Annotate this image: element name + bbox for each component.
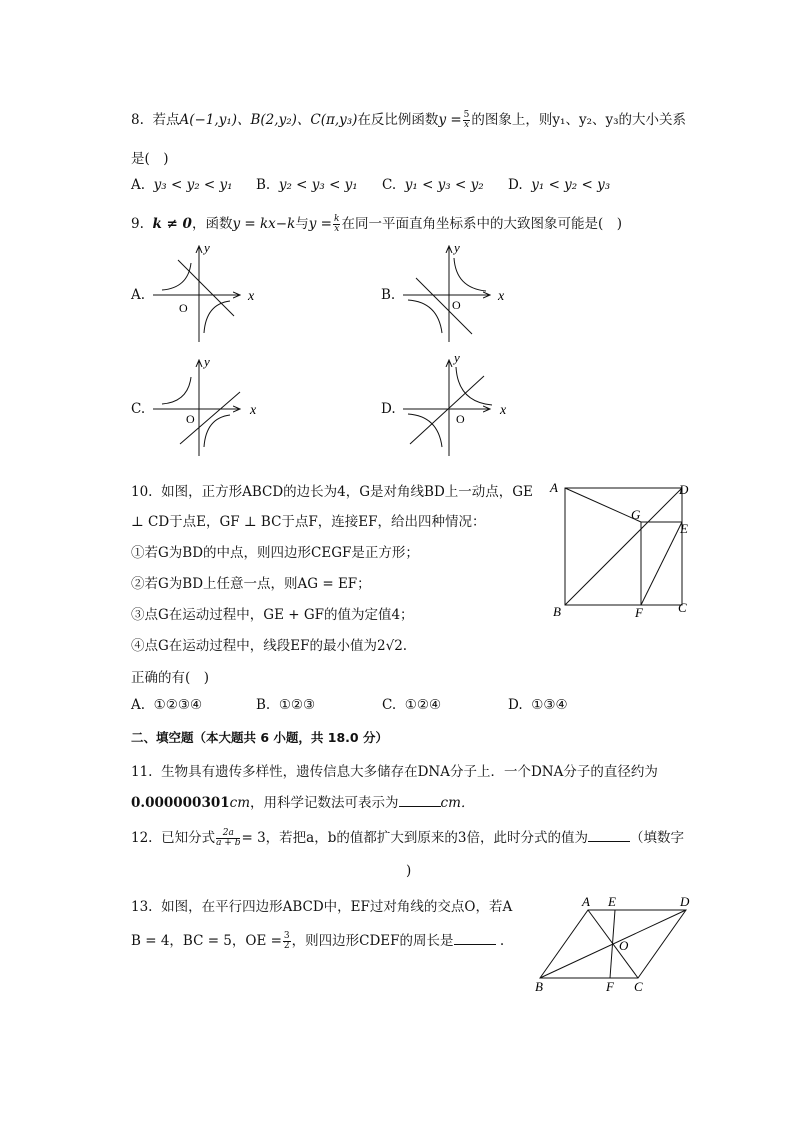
q9-func1: y = kx−k <box>232 216 296 232</box>
label-c: C <box>678 600 687 615</box>
q8-points: A(−1,y₁)、B(2,y₂)、C(π,y₃) <box>179 112 358 128</box>
hyperbola-branch-upper <box>162 263 191 290</box>
q12-line-1: 12. 已知分式 $\frac{2a}{a + b}$ = 3，若把a，b的值都扩大到原来的3倍，此时分式的值为 （填数字 <box>131 828 684 848</box>
label-f: F <box>606 979 614 994</box>
label-e: E <box>608 894 616 909</box>
label-c: C <box>634 979 643 994</box>
label-e: E <box>680 521 688 536</box>
q9-graph-c <box>148 352 263 460</box>
q12-number: 12. <box>131 830 153 846</box>
svg-text:y: y <box>454 240 460 255</box>
q11-number: 11. <box>131 764 153 780</box>
hyperbola-branch-lower <box>204 301 230 333</box>
q9-graph-a <box>148 238 263 346</box>
q8-option-c[interactable]: C. y₁ < y₃ < y₂ <box>382 177 484 193</box>
label-a: A <box>550 480 558 495</box>
label-d: D <box>679 482 689 497</box>
hyperbola-branch-lower <box>408 300 442 333</box>
x-label: x <box>248 289 255 304</box>
q10-statement-3: ③点G在运动过程中，GE + GF的值为定值4； <box>131 607 414 623</box>
q10-statement-2: ②若G为BD上任意一点，则AG = EF； <box>131 576 371 592</box>
svg-text:O: O <box>456 412 465 426</box>
label-d: D <box>680 894 690 909</box>
svg-text:x: x <box>250 403 257 418</box>
q8-number: 8. <box>131 112 144 128</box>
q8-text-b: 在反比例函数 <box>357 112 439 128</box>
q9-stem <box>131 212 622 234</box>
q10-statement-4: ④点G在运动过程中，线段EF的最小值为2√2. <box>131 638 408 654</box>
q8-text-c: 的图象上，则y₁、y₂、y₃的大小关系 <box>471 112 687 128</box>
section-title: 二、填空题（本大题共 6 小题，共 18.0 分） <box>131 730 388 745</box>
y-label: y <box>204 240 210 255</box>
svg-text:x: x <box>500 403 507 418</box>
segment-ef <box>610 910 615 978</box>
q10-line-1: 10. 如图，正方形ABCD的边长为4，G是对角线BD上一动点，GE <box>131 484 533 500</box>
q10-option-c[interactable]: C. ①②④ <box>382 697 442 713</box>
q10-question: 正确的有( ) <box>131 670 210 686</box>
q11-line-2: 0.000000301cm，用科学记数法可表示为 cm． <box>131 795 475 811</box>
q8-stem <box>131 108 686 130</box>
q9-option-a-label[interactable]: A. <box>131 287 146 303</box>
q8-fraction: $\frac{5}{x}$ <box>463 110 470 130</box>
origin-label: O <box>179 301 188 315</box>
q10-option-b[interactable]: B. ①②③ <box>256 697 316 713</box>
q13-fraction: $\frac{3}{2}$ <box>283 931 290 951</box>
q9-graph-d <box>398 352 513 460</box>
q13-answer-blank[interactable] <box>454 932 496 945</box>
q9-graph-b <box>398 238 513 346</box>
label-f: F <box>635 605 643 620</box>
q9-number: 9. <box>131 216 144 232</box>
q9-option-b-label[interactable]: B. <box>381 287 396 303</box>
q10-option-a[interactable]: A. ①②③④ <box>131 697 203 713</box>
q9-text-b: 与 <box>295 216 309 232</box>
q9-condition: k ≠ 0 <box>152 216 192 232</box>
q9-text-a: ，函数 <box>191 216 233 232</box>
label-a: A <box>582 894 590 909</box>
svg-text:x: x <box>498 289 505 304</box>
q9-fraction: $\frac{k}{x}$ <box>334 214 340 234</box>
q11-line-1: 11. 生物具有遗传多样性，遗传信息大多储存在DNA分子上．一个DNA分子的直径约为 <box>131 764 658 780</box>
line-graph <box>416 278 472 334</box>
q8-text-a: 若点 <box>152 112 180 128</box>
q13-line-1: 13. 如图，在平行四边形ABCD中，EF过对角线的交点O，若A <box>131 899 513 915</box>
label-b: B <box>553 604 561 619</box>
q8-stem-end: 是( ) <box>131 151 169 167</box>
label-g: G <box>631 507 641 522</box>
q11-value: 0.000000301 <box>131 795 230 811</box>
q9-text-c: 在同一平面直角坐标系中的大致图象可能是( ) <box>341 216 623 232</box>
segment-ef <box>641 522 682 605</box>
q13-line-2: B = 4，BC = 5，OE = $\frac{3}{2}$ ，则四边形CDEF的周长是 . <box>131 931 505 951</box>
q10-figure <box>545 476 705 622</box>
q12-fraction: $\frac{2a}{a + b}$ <box>216 828 241 848</box>
q10-line-2: ⊥ CD于点E，GF ⊥ BC于点F，连接EF，给出四种情况： <box>131 514 486 530</box>
segment-ag <box>565 488 641 522</box>
q12-close-paren: ) <box>406 863 412 879</box>
q8-option-b[interactable]: B. y₂ < y₃ < y₁ <box>256 177 358 193</box>
q12-answer-blank[interactable] <box>588 829 630 842</box>
q9-option-d-label[interactable]: D. <box>381 401 396 417</box>
q13-figure <box>530 892 700 994</box>
q13-number: 13. <box>131 899 153 915</box>
q10-statement-1: ①若G为BD的中点，则四边形CEGF是正方形； <box>131 545 419 561</box>
line-graph <box>410 376 484 444</box>
svg-text:O: O <box>186 412 195 426</box>
q9-func2: y = <box>308 216 332 232</box>
hyperbola-branch-upper <box>454 258 486 291</box>
label-o: O <box>619 938 629 953</box>
q10-number: 10. <box>131 484 153 500</box>
q9-option-c-label[interactable]: C. <box>131 401 146 417</box>
q10-option-d[interactable]: D. ①③④ <box>508 697 568 713</box>
q8-option-d[interactable]: D. y₁ < y₂ < y₃ <box>508 177 611 193</box>
label-b: B <box>535 979 543 994</box>
svg-text:y: y <box>454 352 460 365</box>
q8-func: y = <box>438 112 462 128</box>
svg-text:O: O <box>452 298 461 312</box>
q11-answer-blank[interactable] <box>399 794 441 807</box>
svg-text:y: y <box>204 354 210 369</box>
diagonal-bd <box>565 488 682 605</box>
q8-option-a[interactable]: A. y₃ < y₂ < y₁ <box>131 177 233 193</box>
